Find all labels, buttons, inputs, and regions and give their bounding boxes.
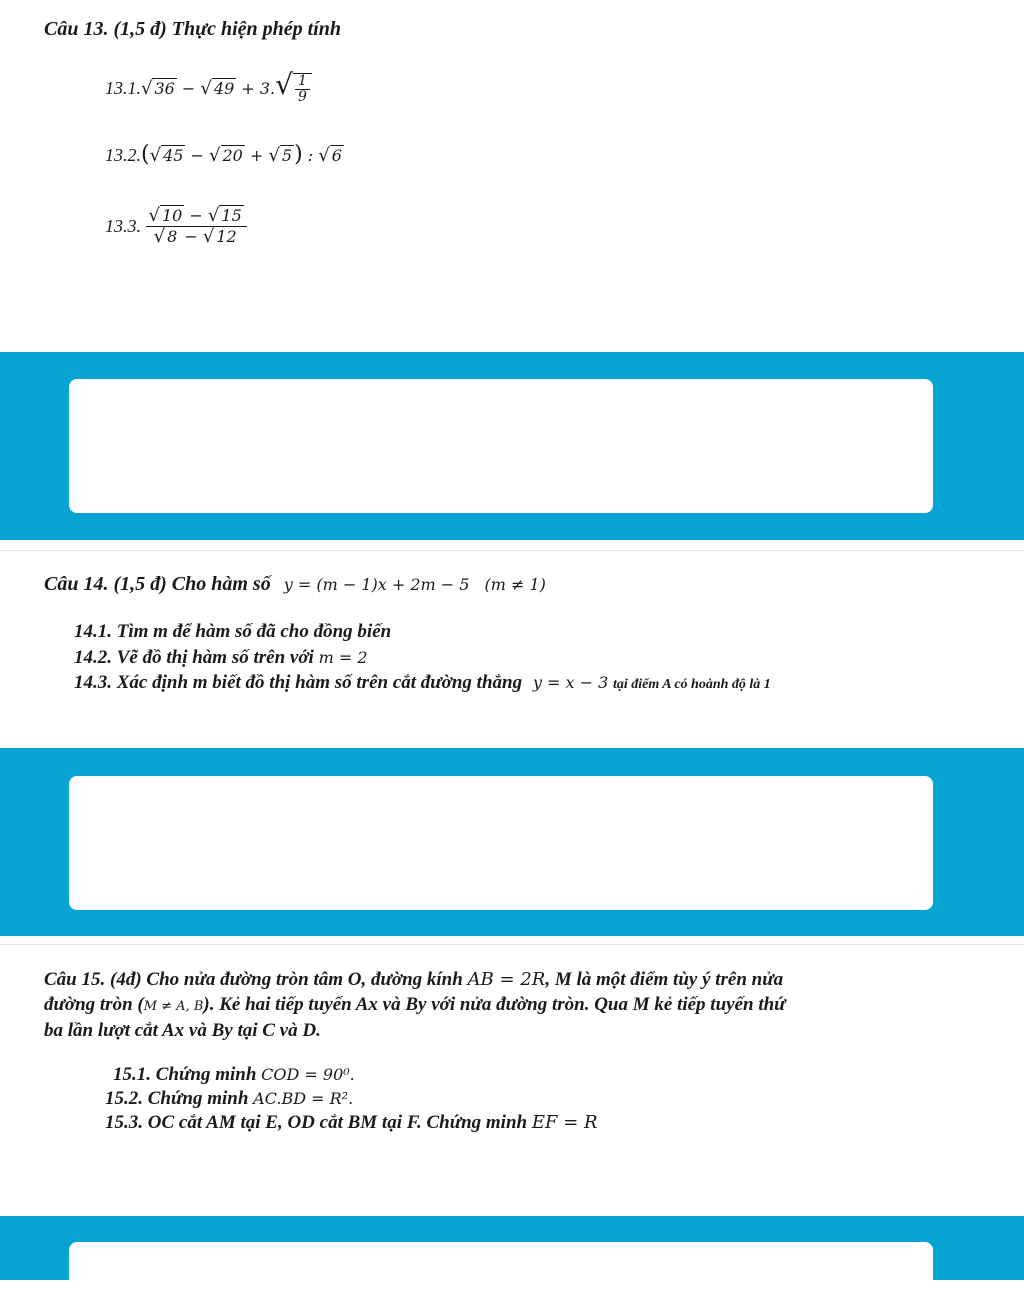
problem-15-2: 15.2. Chứng minh AC.BD = R². — [105, 1088, 354, 1109]
problem-13-1: 13.1.√ 36 − √ 49 + 3.√ $\frac{1}{9}$ — [105, 68, 312, 105]
problem-15-3: 15.3. OC cắt AM tại E, OD cắt BM tại F. Chứng minh EF = R — [105, 1112, 598, 1133]
problem-14-2: 14.2. Vẽ đồ thị hàm số trên với m = 2 — [74, 647, 368, 668]
question-15-line-2: đường tròn (M ≠ A, B). Kẻ hai tiếp tuyến Ax và By với nửa đường tròn. Qua M kẻ tiếp tuyến thứ — [44, 994, 786, 1015]
answer-input-3[interactable] — [69, 1242, 933, 1302]
problem-14-1: 14.1. Tìm m để hàm số đã cho đồng biến — [74, 621, 392, 642]
answer-input-2[interactable] — [69, 776, 933, 910]
question-13-card — [0, 0, 1024, 352]
problem-14-3: 14.3. Xác định m biết đồ thị hàm số trên cắt đường thẳng y = x − 3 tại điểm A có hoành độ là 1 — [74, 672, 771, 693]
question-14-card — [0, 550, 1024, 749]
problem-13-3: 13.3. $\frac{√ 10 - √ 15}{√ 8 - √ 12}$ — [105, 206, 247, 247]
question-15-title: Câu 15. (4đ) Cho nửa đường tròn tâm O, đường kính AB = 2R, M là một điểm tùy ý trên nửa — [44, 969, 784, 990]
question-14-title: Câu 14. (1,5 đ) Cho hàm số y = (m − 1)x + 2m − 5 (m ≠ 1) — [44, 573, 546, 595]
question-15-line-3: ba lần lượt cắt Ax và By tại C và D. — [44, 1020, 321, 1041]
problem-13-2: 13.2.(√ 45 − √ 20 + √ 5) : √ 6 — [105, 142, 342, 167]
problem-15-1: 15.1. Chứng minh COD = 90⁰. — [113, 1064, 355, 1085]
answer-input-1[interactable] — [69, 379, 933, 513]
question-15-card — [0, 944, 1024, 1217]
question-13-title: Câu 13. (1,5 đ) Thực hiện phép tính — [44, 18, 342, 40]
